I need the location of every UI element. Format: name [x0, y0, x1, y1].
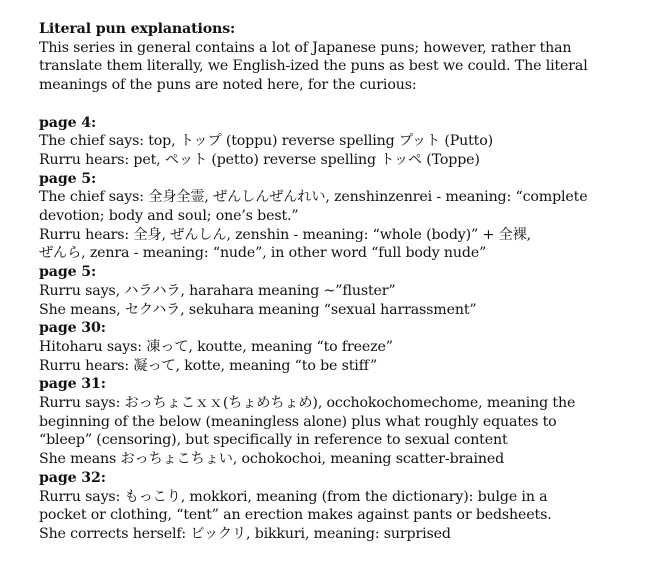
intro-line: translate them literally, we English-ized the puns as best we could. The literal	[39, 58, 588, 75]
section-page-5-a	[39, 170, 639, 264]
paragraph-gap	[39, 95, 639, 114]
section-line: She corrects herself: ビックリ, bikkuri, meaning: surprised	[39, 525, 451, 542]
section-heading: page 31:	[39, 376, 106, 393]
section-page-5-b	[39, 263, 639, 319]
section-heading: page 5:	[39, 170, 97, 187]
section-heading: page 30:	[39, 320, 106, 337]
section-line: “bleep” (censoring), but specifically in reference to sexual content	[39, 432, 508, 449]
section-line: She means, セクハラ, sekuhara meaning “sexual harrassment”	[39, 301, 477, 318]
section-line: She means おっちょこちょい, ochokochoi, meaning scatter-brained	[39, 451, 505, 468]
intro-line: This series in general contains a lot of Japanese puns; however, rather than	[39, 39, 572, 56]
section-line: pocket or clothing, “tent” an erection makes against pants or bedsheets.	[39, 507, 552, 524]
section-line: Rurru hears: pet, ペット (petto) reverse spelling トッペ (Toppe)	[39, 151, 480, 168]
intro-line: meanings of the puns are noted here, for the curious:	[39, 77, 417, 94]
document-title: Literal pun explanations:	[39, 21, 236, 37]
section-line: Hitoharu says: 凍って, koutte, meaning “to freeze”	[39, 338, 393, 355]
section-page-4	[39, 114, 639, 170]
section-line: devotion; body and soul; one’s best.”	[39, 208, 299, 225]
section-line: Rurru says: おっちょこｘｘ(ちょめちょめ), occhokochomechome, meaning the	[39, 395, 576, 412]
section-page-30	[39, 319, 639, 375]
section-line: ぜんら, zenra - meaning: “nude”, in other word “full body nude”	[39, 245, 487, 262]
section-line: The chief says: top, トップ (toppu) reverse spelling プット (Putto)	[39, 133, 494, 150]
section-line: Rurru hears: 全身, ぜんしん, zenshin - meaning: “whole (body)” + 全裸,	[39, 226, 532, 243]
section-page-31	[39, 375, 639, 469]
section-heading: page 5:	[39, 264, 97, 281]
section-line: beginning of the below (meaningless alone) plus what roughly equates to	[39, 413, 557, 430]
section-line: Rurru says: もっこり, mokkori, meaning (from the dictionary): bulge in a	[39, 488, 548, 505]
section-line: Rurru hears: 凝って, kotte, meaning “to be stiff”	[39, 357, 378, 374]
section-heading: page 32:	[39, 469, 106, 486]
section-page-32	[39, 469, 639, 544]
document-page	[39, 20, 639, 544]
section-line: The chief says: 全身全霊, ぜんしんぜんれい, zenshinzenrei - meaning: “complete	[39, 189, 588, 206]
section-line: Rurru says, ハラハラ, harahara meaning ~”fluster”	[39, 282, 396, 299]
section-heading: page 4:	[39, 114, 97, 131]
